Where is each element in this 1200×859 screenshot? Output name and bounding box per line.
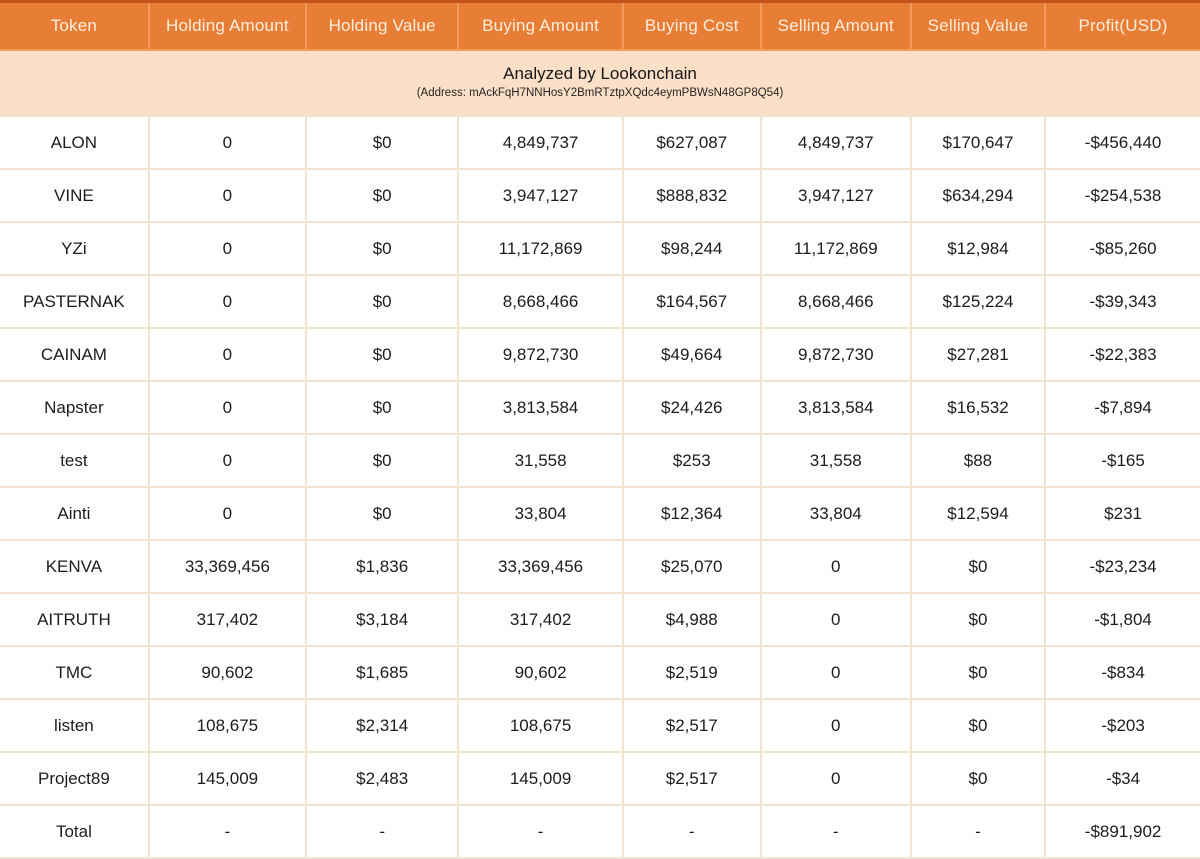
- token-cell: ALON: [0, 116, 149, 169]
- profit-cell: -$7,894: [1045, 381, 1200, 434]
- analysis-source-title: Analyzed by Lookonchain: [503, 63, 697, 83]
- value-cell: $49,664: [623, 328, 761, 381]
- value-cell: $2,519: [623, 646, 761, 699]
- value-cell: 0: [149, 328, 306, 381]
- column-header-holding-amount: Holding Amount: [149, 2, 306, 51]
- value-cell: $0: [911, 646, 1045, 699]
- table-row: [0, 275, 1200, 328]
- value-cell: 0: [149, 169, 306, 222]
- column-header-selling-value: Selling Value: [911, 2, 1045, 51]
- value-cell: -: [306, 805, 458, 858]
- value-cell: 33,369,456: [149, 540, 306, 593]
- value-cell: $12,594: [911, 487, 1045, 540]
- profit-cell: -$891,902: [1045, 805, 1200, 858]
- value-cell: $0: [306, 222, 458, 275]
- value-cell: $0: [306, 328, 458, 381]
- token-cell: KENVA: [0, 540, 149, 593]
- table-row: [0, 381, 1200, 434]
- column-header-holding-value: Holding Value: [306, 2, 458, 51]
- profit-cell: -$254,538: [1045, 169, 1200, 222]
- profit-cell: -$22,383: [1045, 328, 1200, 381]
- value-cell: 0: [761, 646, 911, 699]
- table-row: [0, 328, 1200, 381]
- value-cell: $0: [911, 699, 1045, 752]
- value-cell: $0: [911, 593, 1045, 646]
- value-cell: $27,281: [911, 328, 1045, 381]
- value-cell: -: [761, 805, 911, 858]
- wallet-address: (Address: mAckFqH7NNHosY2BmRTztpXQdc4eymPBWsN48GP8Q54): [416, 86, 784, 99]
- table-row: [0, 169, 1200, 222]
- value-cell: 3,947,127: [761, 169, 911, 222]
- value-cell: $24,426: [623, 381, 761, 434]
- value-cell: 9,872,730: [458, 328, 622, 381]
- token-cell: CAINAM: [0, 328, 149, 381]
- caption-cell: [0, 50, 1200, 116]
- column-header-selling-amount: Selling Amount: [761, 2, 911, 51]
- value-cell: 8,668,466: [458, 275, 622, 328]
- profit-cell: -$85,260: [1045, 222, 1200, 275]
- token-cell: Project89: [0, 752, 149, 805]
- value-cell: $170,647: [911, 116, 1045, 169]
- token-cell: TMC: [0, 646, 149, 699]
- value-cell: $0: [306, 434, 458, 487]
- profit-cell: -$23,234: [1045, 540, 1200, 593]
- value-cell: 33,804: [458, 487, 622, 540]
- value-cell: 3,813,584: [761, 381, 911, 434]
- token-cell: YZi: [0, 222, 149, 275]
- value-cell: 9,872,730: [761, 328, 911, 381]
- value-cell: 31,558: [761, 434, 911, 487]
- value-cell: -: [623, 805, 761, 858]
- table-caption-row: [0, 50, 1200, 116]
- table-row: [0, 699, 1200, 752]
- value-cell: $4,988: [623, 593, 761, 646]
- value-cell: 8,668,466: [761, 275, 911, 328]
- value-cell: 11,172,869: [458, 222, 622, 275]
- value-cell: $25,070: [623, 540, 761, 593]
- token-cell: Total: [0, 805, 149, 858]
- table-row: [0, 593, 1200, 646]
- value-cell: -: [458, 805, 622, 858]
- value-cell: 0: [149, 381, 306, 434]
- value-cell: $888,832: [623, 169, 761, 222]
- value-cell: 0: [149, 275, 306, 328]
- value-cell: 4,849,737: [761, 116, 911, 169]
- value-cell: $164,567: [623, 275, 761, 328]
- table-row: [0, 646, 1200, 699]
- value-cell: 145,009: [458, 752, 622, 805]
- table-row: [0, 222, 1200, 275]
- value-cell: $98,244: [623, 222, 761, 275]
- value-cell: $0: [911, 540, 1045, 593]
- value-cell: 145,009: [149, 752, 306, 805]
- value-cell: $2,483: [306, 752, 458, 805]
- token-cell: test: [0, 434, 149, 487]
- value-cell: $88: [911, 434, 1045, 487]
- value-cell: 317,402: [458, 593, 622, 646]
- value-cell: $0: [911, 752, 1045, 805]
- value-cell: $125,224: [911, 275, 1045, 328]
- column-header-profit-usd: Profit(USD): [1045, 2, 1200, 51]
- value-cell: $0: [306, 116, 458, 169]
- profit-cell: -$203: [1045, 699, 1200, 752]
- table-row: [0, 116, 1200, 169]
- value-cell: $1,685: [306, 646, 458, 699]
- profit-cell: -$39,343: [1045, 275, 1200, 328]
- token-cell: Ainti: [0, 487, 149, 540]
- table-row: [0, 540, 1200, 593]
- value-cell: $2,517: [623, 752, 761, 805]
- value-cell: $0: [306, 275, 458, 328]
- value-cell: $16,532: [911, 381, 1045, 434]
- token-cell: VINE: [0, 169, 149, 222]
- value-cell: $1,836: [306, 540, 458, 593]
- value-cell: 3,813,584: [458, 381, 622, 434]
- value-cell: 317,402: [149, 593, 306, 646]
- value-cell: 33,369,456: [458, 540, 622, 593]
- value-cell: 0: [149, 116, 306, 169]
- profit-cell: -$165: [1045, 434, 1200, 487]
- profit-cell: $231: [1045, 487, 1200, 540]
- value-cell: $627,087: [623, 116, 761, 169]
- value-cell: $0: [306, 381, 458, 434]
- value-cell: $634,294: [911, 169, 1045, 222]
- value-cell: $12,364: [623, 487, 761, 540]
- table-row: [0, 752, 1200, 805]
- profit-cell: -$834: [1045, 646, 1200, 699]
- token-cell: Napster: [0, 381, 149, 434]
- value-cell: 108,675: [458, 699, 622, 752]
- value-cell: 0: [149, 434, 306, 487]
- value-cell: $0: [306, 487, 458, 540]
- value-cell: 0: [149, 222, 306, 275]
- column-header-buying-cost: Buying Cost: [623, 2, 761, 51]
- profit-cell: -$34: [1045, 752, 1200, 805]
- profit-cell: -$1,804: [1045, 593, 1200, 646]
- total-row: [0, 805, 1200, 858]
- value-cell: 0: [761, 752, 911, 805]
- value-cell: $2,517: [623, 699, 761, 752]
- value-cell: $0: [306, 169, 458, 222]
- token-cell: listen: [0, 699, 149, 752]
- value-cell: 3,947,127: [458, 169, 622, 222]
- profit-cell: -$456,440: [1045, 116, 1200, 169]
- value-cell: $253: [623, 434, 761, 487]
- value-cell: 0: [149, 487, 306, 540]
- value-cell: 90,602: [149, 646, 306, 699]
- column-header-token: Token: [0, 2, 149, 51]
- token-cell: PASTERNAK: [0, 275, 149, 328]
- value-cell: -: [149, 805, 306, 858]
- value-cell: -: [911, 805, 1045, 858]
- table-header-row: [0, 2, 1200, 51]
- value-cell: 90,602: [458, 646, 622, 699]
- column-header-buying-amount: Buying Amount: [458, 2, 622, 51]
- table-row: [0, 487, 1200, 540]
- value-cell: 31,558: [458, 434, 622, 487]
- value-cell: 0: [761, 593, 911, 646]
- value-cell: 11,172,869: [761, 222, 911, 275]
- value-cell: $3,184: [306, 593, 458, 646]
- token-cell: AITRUTH: [0, 593, 149, 646]
- value-cell: 0: [761, 540, 911, 593]
- value-cell: $12,984: [911, 222, 1045, 275]
- value-cell: 108,675: [149, 699, 306, 752]
- table-row: [0, 434, 1200, 487]
- value-cell: 4,849,737: [458, 116, 622, 169]
- value-cell: 33,804: [761, 487, 911, 540]
- value-cell: 0: [761, 699, 911, 752]
- value-cell: $2,314: [306, 699, 458, 752]
